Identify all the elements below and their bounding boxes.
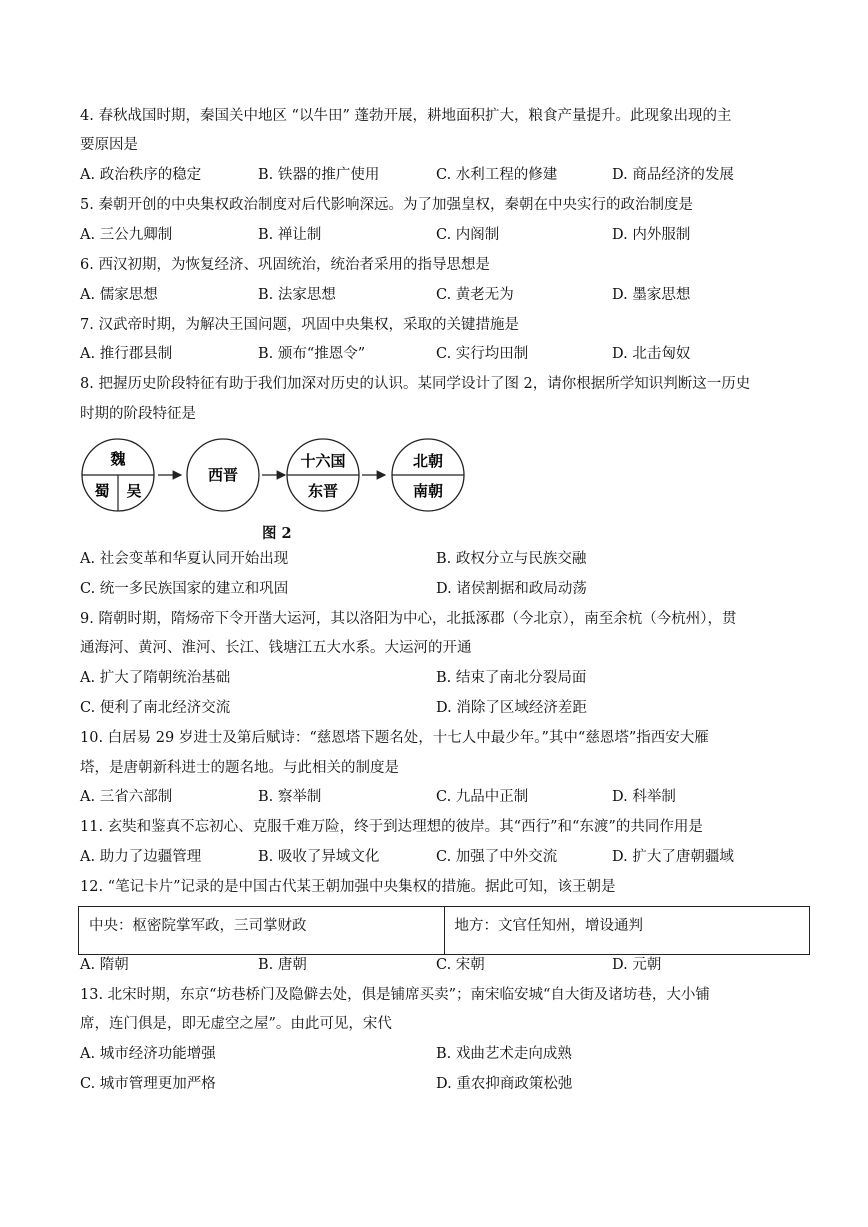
q9-option-c: C. 便利了南北经济交流: [80, 700, 231, 716]
q5-option-d: D. 内外服制: [612, 227, 691, 243]
q4-option-a: A. 政治秩序的稳定: [80, 167, 202, 183]
circle-three-kingdoms: [82, 439, 154, 511]
q7-option-d: D. 北击匈奴: [612, 346, 691, 362]
q11-option-d: D. 扩大了唐朝疆域: [612, 849, 734, 865]
q12-option-a: A. 隋朝: [80, 957, 129, 973]
label-beichao: 北朝: [412, 452, 444, 470]
q7-option-a: A. 推行郡县制: [80, 346, 173, 362]
q12-option-c: C. 宋朝: [436, 957, 485, 973]
q5-option-a: A. 三公九卿制: [80, 227, 173, 243]
q6-option-d: D. 墨家思想: [612, 287, 691, 303]
q6-option-b: B. 法家思想: [258, 287, 336, 303]
q12-option-b: B. 唐朝: [258, 957, 307, 973]
q12-stem: 12. “笔记卡片”记录的是中国古代某王朝加强中央集权的措施。据此可知，该王朝是: [80, 879, 616, 895]
q11-stem: 11. 玄奘和鉴真不忘初心、克服千难万险，终于到达理想的彼岸。其“西行”和“东渡”的共同作用是: [80, 819, 703, 835]
q10-stem-line1: 10. 白居易 29 岁进士及第后赋诗：“慈恩塔下题名处，十七人中最少年。”其中“慈恩塔”指西安大雁: [80, 730, 709, 746]
q9-option-d: D. 消除了区域经济差距: [436, 700, 587, 716]
q13-option-b: B. 戏曲艺术走向成熟: [436, 1046, 572, 1062]
q8-option-a: A. 社会变革和华夏认同开始出现: [80, 551, 289, 567]
q10-stem-line2: 塔，是唐朝新科进士的题名地。与此相关的制度是: [80, 760, 399, 776]
q11-option-a: A. 助力了边疆管理: [80, 849, 202, 865]
q7-stem: 7. 汉武帝时期，为解决王国问题，巩固中央集权，采取的关键措施是: [80, 317, 519, 333]
q7-option-c: C. 实行均田制: [436, 346, 529, 362]
label-nanchao: 南朝: [412, 482, 444, 500]
label-shiliuguo: 十六国: [300, 452, 346, 470]
q4-stem-line1: 4. 春秋战国时期，秦国关中地区 “以牛田” 蓬勃开展，耕地面积扩大，粮食产量提升。此现象出现的主: [80, 108, 732, 124]
q13-option-c: C. 城市管理更加严格: [80, 1076, 216, 1092]
q5-stem: 5. 秦朝开创的中央集权政治制度对后代影响深远。为了加强皇权，秦朝在中央实行的政治制度是: [80, 197, 693, 213]
label-xijin: 西晋: [207, 466, 239, 484]
q8-stem-line1: 8. 把握历史阶段特征有助于我们加深对历史的认识。某同学设计了图 2，请你根据所学知识判断这一历史: [80, 376, 751, 392]
q13-option-a: A. 城市经济功能增强: [80, 1046, 216, 1062]
q8-stem-line2: 时期的阶段特征是: [80, 406, 196, 422]
figure-2-caption: 图 2: [262, 525, 292, 542]
figure-2-diagram: [78, 436, 478, 516]
q9-option-a: A. 扩大了隋朝统治基础: [80, 670, 231, 686]
q6-option-c: C. 黄老无为: [436, 287, 514, 303]
q13-option-d: D. 重农抑商政策松弛: [436, 1076, 573, 1092]
note-card-local: 地方：文官任知州，增设通判: [444, 907, 810, 954]
q5-option-c: C. 内阁制: [436, 227, 500, 243]
label-wu: 吴: [126, 482, 142, 500]
q9-option-b: B. 结束了南北分裂局面: [436, 670, 587, 686]
label-wei: 魏: [110, 450, 126, 468]
q12-option-d: D. 元朝: [612, 957, 662, 973]
q6-option-a: A. 儒家思想: [80, 287, 158, 303]
q4-option-b: B. 铁器的推广使用: [258, 167, 380, 183]
note-card-table: [78, 906, 810, 955]
q10-option-c: C. 九品中正制: [436, 789, 529, 805]
q4-option-c: C. 水利工程的修建: [436, 167, 558, 183]
q6-stem: 6. 西汉初期，为恢复经济、巩固统治，统治者采用的指导思想是: [80, 257, 490, 273]
q7-option-b: B. 颁布“推恩令”: [258, 346, 366, 362]
q11-option-b: B. 吸收了异域文化: [258, 849, 380, 865]
label-dongjin: 东晋: [307, 482, 339, 500]
q8-option-b: B. 政权分立与民族交融: [436, 551, 587, 567]
q4-stem-line2: 要原因是: [80, 137, 138, 153]
note-card-central: 中央：枢密院掌军政，三司掌财政: [89, 918, 307, 934]
q13-stem-line2: 席，连门俱是，即无虚空之屋”。由此可见，宋代: [80, 1016, 392, 1032]
q4-option-d: D. 商品经济的发展: [612, 167, 734, 183]
q9-stem-line1: 9. 隋朝时期，隋炀帝下令开凿大运河，其以洛阳为中心，北抵涿郡（今北京），南至余杭（今杭州），贯: [80, 611, 737, 627]
label-shu: 蜀: [94, 482, 110, 500]
q10-option-d: D. 科举制: [612, 789, 676, 805]
circle-northern-southern: [392, 439, 464, 511]
q10-option-b: B. 察举制: [258, 789, 322, 805]
q8-option-d: D. 诸侯割据和政局动荡: [436, 581, 587, 597]
circle-western-jin: [187, 439, 259, 511]
circle-sixteen-kingdoms: [287, 439, 359, 511]
q13-stem-line1: 13. 北宋时期，东京“坊巷桥门及隐僻去处，俱是铺席买卖”；南宋临安城“自大街及诸坊巷，大小铺: [80, 987, 710, 1003]
q9-stem-line2: 通海河、黄河、淮河、长江、钱塘江五大水系。大运河的开通: [80, 640, 472, 656]
q10-option-a: A. 三省六部制: [80, 789, 173, 805]
q5-option-b: B. 禅让制: [258, 227, 322, 243]
q11-option-c: C. 加强了中外交流: [436, 849, 558, 865]
q8-option-c: C. 统一多民族国家的建立和巩固: [80, 581, 289, 597]
